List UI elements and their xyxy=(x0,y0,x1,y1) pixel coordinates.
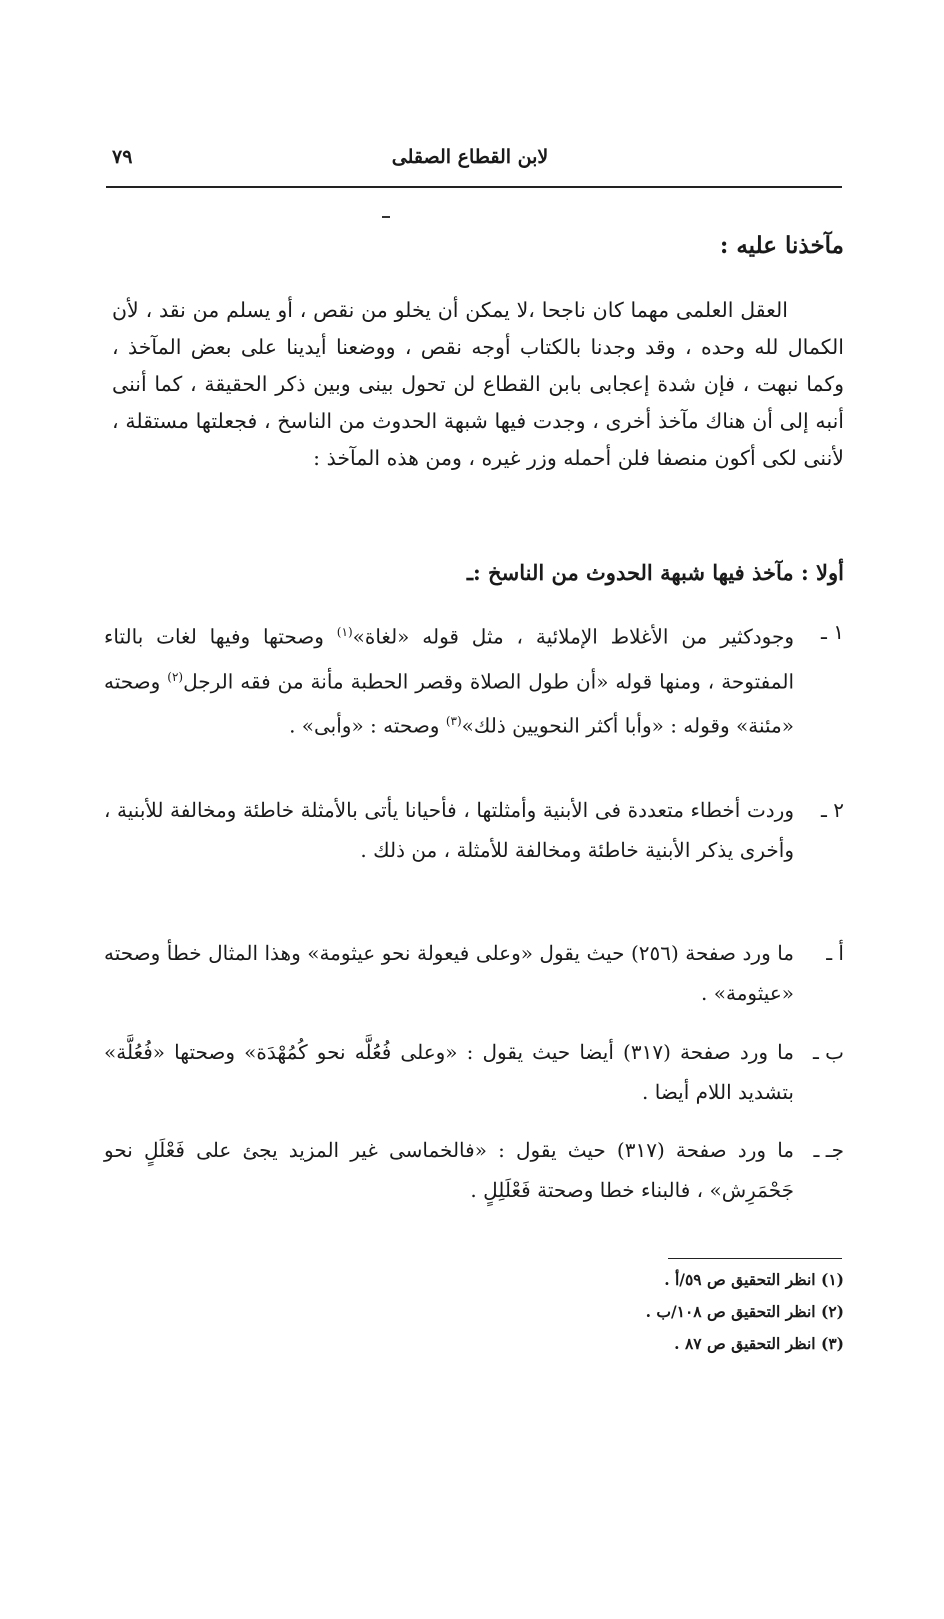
sub-item-label: أ ـ xyxy=(826,941,844,965)
sub-item-label: ب ـ xyxy=(812,1040,844,1064)
footnote-ref-1: (١) xyxy=(336,625,353,639)
item-number: ١ ـ xyxy=(821,620,844,644)
sub-item-b xyxy=(104,1032,844,1112)
footnote-1: (١) انظر التحقيق ص ٥٩/أ . xyxy=(664,1270,844,1289)
list-item-1 xyxy=(104,612,844,746)
sub-item-c xyxy=(104,1130,844,1210)
ink-speck xyxy=(382,216,390,218)
item-text xyxy=(104,612,794,746)
footnote-rule xyxy=(668,1258,842,1259)
subheading: أولا : مآخذ فيها شبهة الحدوث من الناسخ :ـ xyxy=(466,560,844,585)
sub-item-label: جـ ـ xyxy=(813,1138,844,1162)
text-run: وصحته : «وأبى» . xyxy=(289,713,446,738)
item-number: ٢ ـ xyxy=(821,798,844,822)
footnote-3: (٣) انظر التحقيق ص ٨٧ . xyxy=(674,1334,844,1353)
sub-item-a xyxy=(104,933,844,1013)
item-text: وردت أخطاء متعددة فى الأبنية وأمثلتها ، فأحيانا يأتى بالأمثلة خاطئة ومخالفة للأبنية ، وأخرى يذكر الأبنية خاطئة ومخالفة للأمثلة ، من ذلك . xyxy=(104,798,794,862)
text-run: وصحته «مئنة» وقوله : «وأبا أكثر النحويين ذلك» xyxy=(104,669,794,738)
intro-paragraph: العقل العلمى مهما كان ناجحا ،لا يمكن أن يخلو من نقص ، أو يسلم من نقد ، لأن الكمال لله وحده ، وقد وجدنا بالكتاب أوجه نقص ، ووضعنا أيدينا على بعض المآخذ ، وكما نبهت ، فإن شدة إعجابى بابن القطاع لن تحول بينى وبين ذكر الحقيقة ، كما أننى أنبه إلى أن هناك مآخذ أخرى ، وجدت فيها شبهة الحدوث من الناسخ ، فجعلتها مستقلة ، لأننى لكى أكون منصفا فلن أحمله وزر غيره ، ومن هذه المآخذ : xyxy=(112,298,844,470)
sub-item-text: ما ورد صفحة (٢٥٦) حيث يقول «وعلى فيعولة نحو عيثومة» وهذا المثال خطأ وصحته «عيثومة» . xyxy=(104,941,795,1005)
text-run: وصحتها وفيها لغات بالتاء المفتوحة ، ومنها قوله «أن طول الصلاة وقصر الحطبة مأنة من فقه الرجل xyxy=(104,624,794,694)
footnote-ref-3: (٣) xyxy=(445,714,462,729)
section-heading: مآخذنا عليه : xyxy=(719,232,844,259)
running-title: لابن القطاع الصقلى xyxy=(391,146,549,168)
footnote-2: (٢) انظر التحقيق ص ١٠٨/ب . xyxy=(645,1302,844,1321)
text-run: وجودكثير من الأغلاط الإملائية ، مثل قوله «لغاة» xyxy=(352,624,794,649)
sub-item-text: ما ورد صفحة (٣١٧) حيث يقول : «فالخماسى غير المزيد يجئ على فَعْلَلٍ نحو جَحْمَرِش» ، فالبناء خطا وصحتة فَعْلَلِلٍ . xyxy=(104,1138,794,1202)
sub-item-text: ما ورد صفحة (٣١٧) أيضا حيث يقول : «وعلى فُعُلَّه نحو كُمُهْدَة» وصحتها «فُعُلَّة» بتشديد اللام أيضا . xyxy=(104,1040,794,1104)
header-rule xyxy=(106,186,842,188)
footnote-ref-2: (٢) xyxy=(167,669,184,684)
list-item-2 xyxy=(104,790,844,870)
page-number: ٧٩ xyxy=(112,146,133,168)
